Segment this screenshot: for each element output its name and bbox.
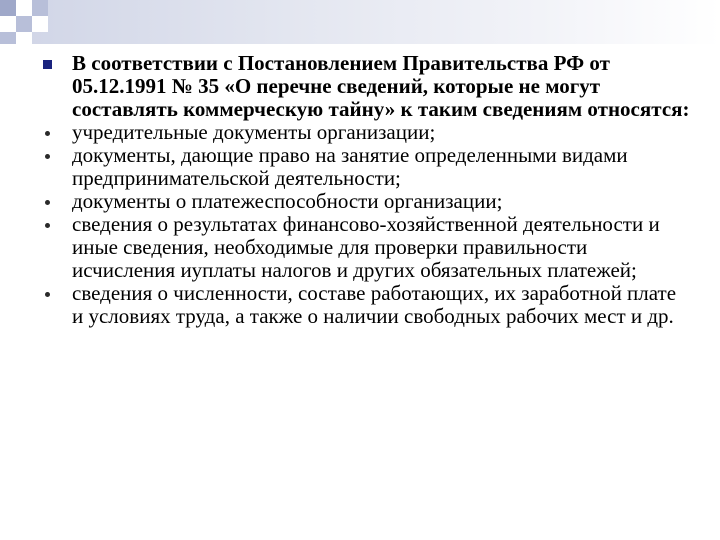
intro-paragraph — [40, 52, 690, 121]
square-bullet-icon — [43, 60, 52, 69]
list-item-text: документы о платежеспособности организации; — [72, 189, 503, 213]
list-item — [40, 190, 690, 213]
slide-content — [40, 52, 690, 328]
dot-bullet-icon — [45, 223, 50, 228]
dot-bullet-icon — [45, 131, 50, 136]
dot-bullet-icon — [45, 200, 50, 205]
list-item-text: документы, дающие право на занятие определенными видами предпринимательской деятельности; — [72, 143, 628, 190]
list-item — [40, 213, 690, 282]
list-item-text: сведения о численности, составе работающих, их заработной плате и условиях труда, а также о наличии свободных рабочих мест и др. — [72, 281, 677, 328]
list-item-text: сведения о результатах финансово-хозяйственной деятельности и иные сведения, необходимые для проверки правильности исчисления иуплаты налогов и других обязательных платежей; — [72, 212, 660, 282]
intro-text: В соответствии с Постановлением Правительства РФ от 05.12.1991 № 35 «О перечне сведений, которые не могут составлять коммерческую тайну» к таким сведениям относятся: — [72, 51, 690, 121]
list-item — [40, 282, 690, 328]
list-item — [40, 144, 690, 190]
list-item-text: учредительные документы организации; — [72, 120, 436, 144]
dot-bullet-icon — [45, 292, 50, 297]
list-item — [40, 121, 690, 144]
dot-bullet-icon — [45, 154, 50, 159]
